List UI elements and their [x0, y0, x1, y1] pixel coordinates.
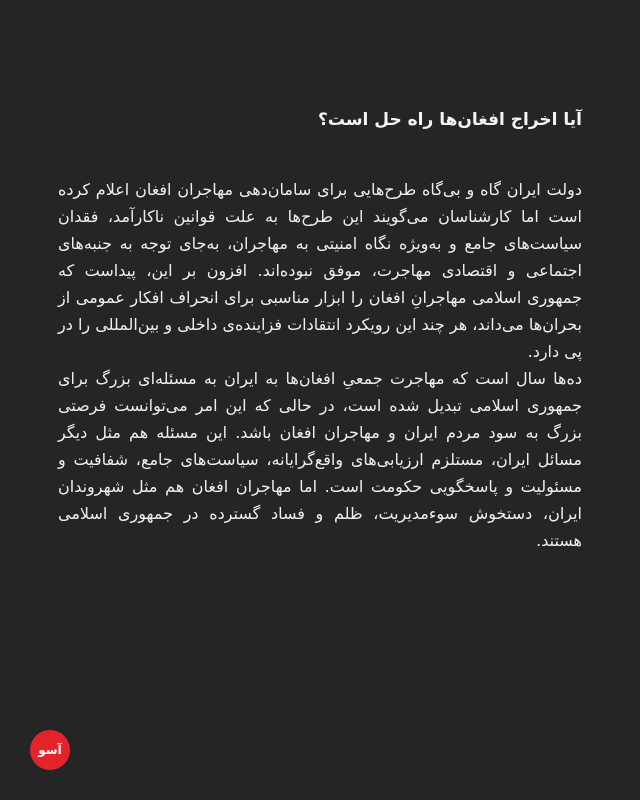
article-body	[58, 176, 582, 554]
article-paragraph: دولت ایران گاه و بی‌گاه طرح‌هایی برای سامان‌دهی مهاجران افغان اعلام کرده است اما کارشناسان می‌گویند این طرح‌ها به علت قوانین ناکارآمد، فقدان سیاست‌های جامع و به‌ویژه نگاه امنیتی به مهاجران، به‌جای توجه به جنبه‌های اجتماعی و اقتصادی مهاجرت، موفق نبوده‌اند. افزون بر این، پیداست که جمهوری اسلامی مهاجرانِ افغان را ابزار مناسبی برای انحراف افکار عمومی از بحران‌ها می‌داند، هر چند این رویکرد انتقادات فزاینده‌ی داخلی و بین‌المللی را در پی دارد.	[58, 180, 582, 361]
article-paragraph: ده‌ها سال است که مهاجرت جمعیِ افغان‌ها به ایران به مسئله‌ای بزرگ برای جمهوری اسلامی تبدیل شده است، در حالی که این امر می‌توانست فرصتی بزرگ به سود مردم ایران و مهاجران افغان باشد. این مسئله هم مثل دیگر مسائل ایران، مستلزم ارزیابی‌های واقع‌گرایانه، سیاست‌های جامع، شفافیت و مسئولیت و پاسخگویی حکومت است. اما مهاجران افغان هم مثل شهروندان ایران، دستخوش سوءمدیریت، ظلم و فساد گسترده در جمهوری اسلامی هستند.	[58, 369, 582, 550]
brand-logo-text: آسو	[38, 743, 62, 757]
brand-logo	[30, 730, 70, 770]
article-title: آیا اخراج افغان‌ها راه حل است؟	[317, 110, 582, 130]
